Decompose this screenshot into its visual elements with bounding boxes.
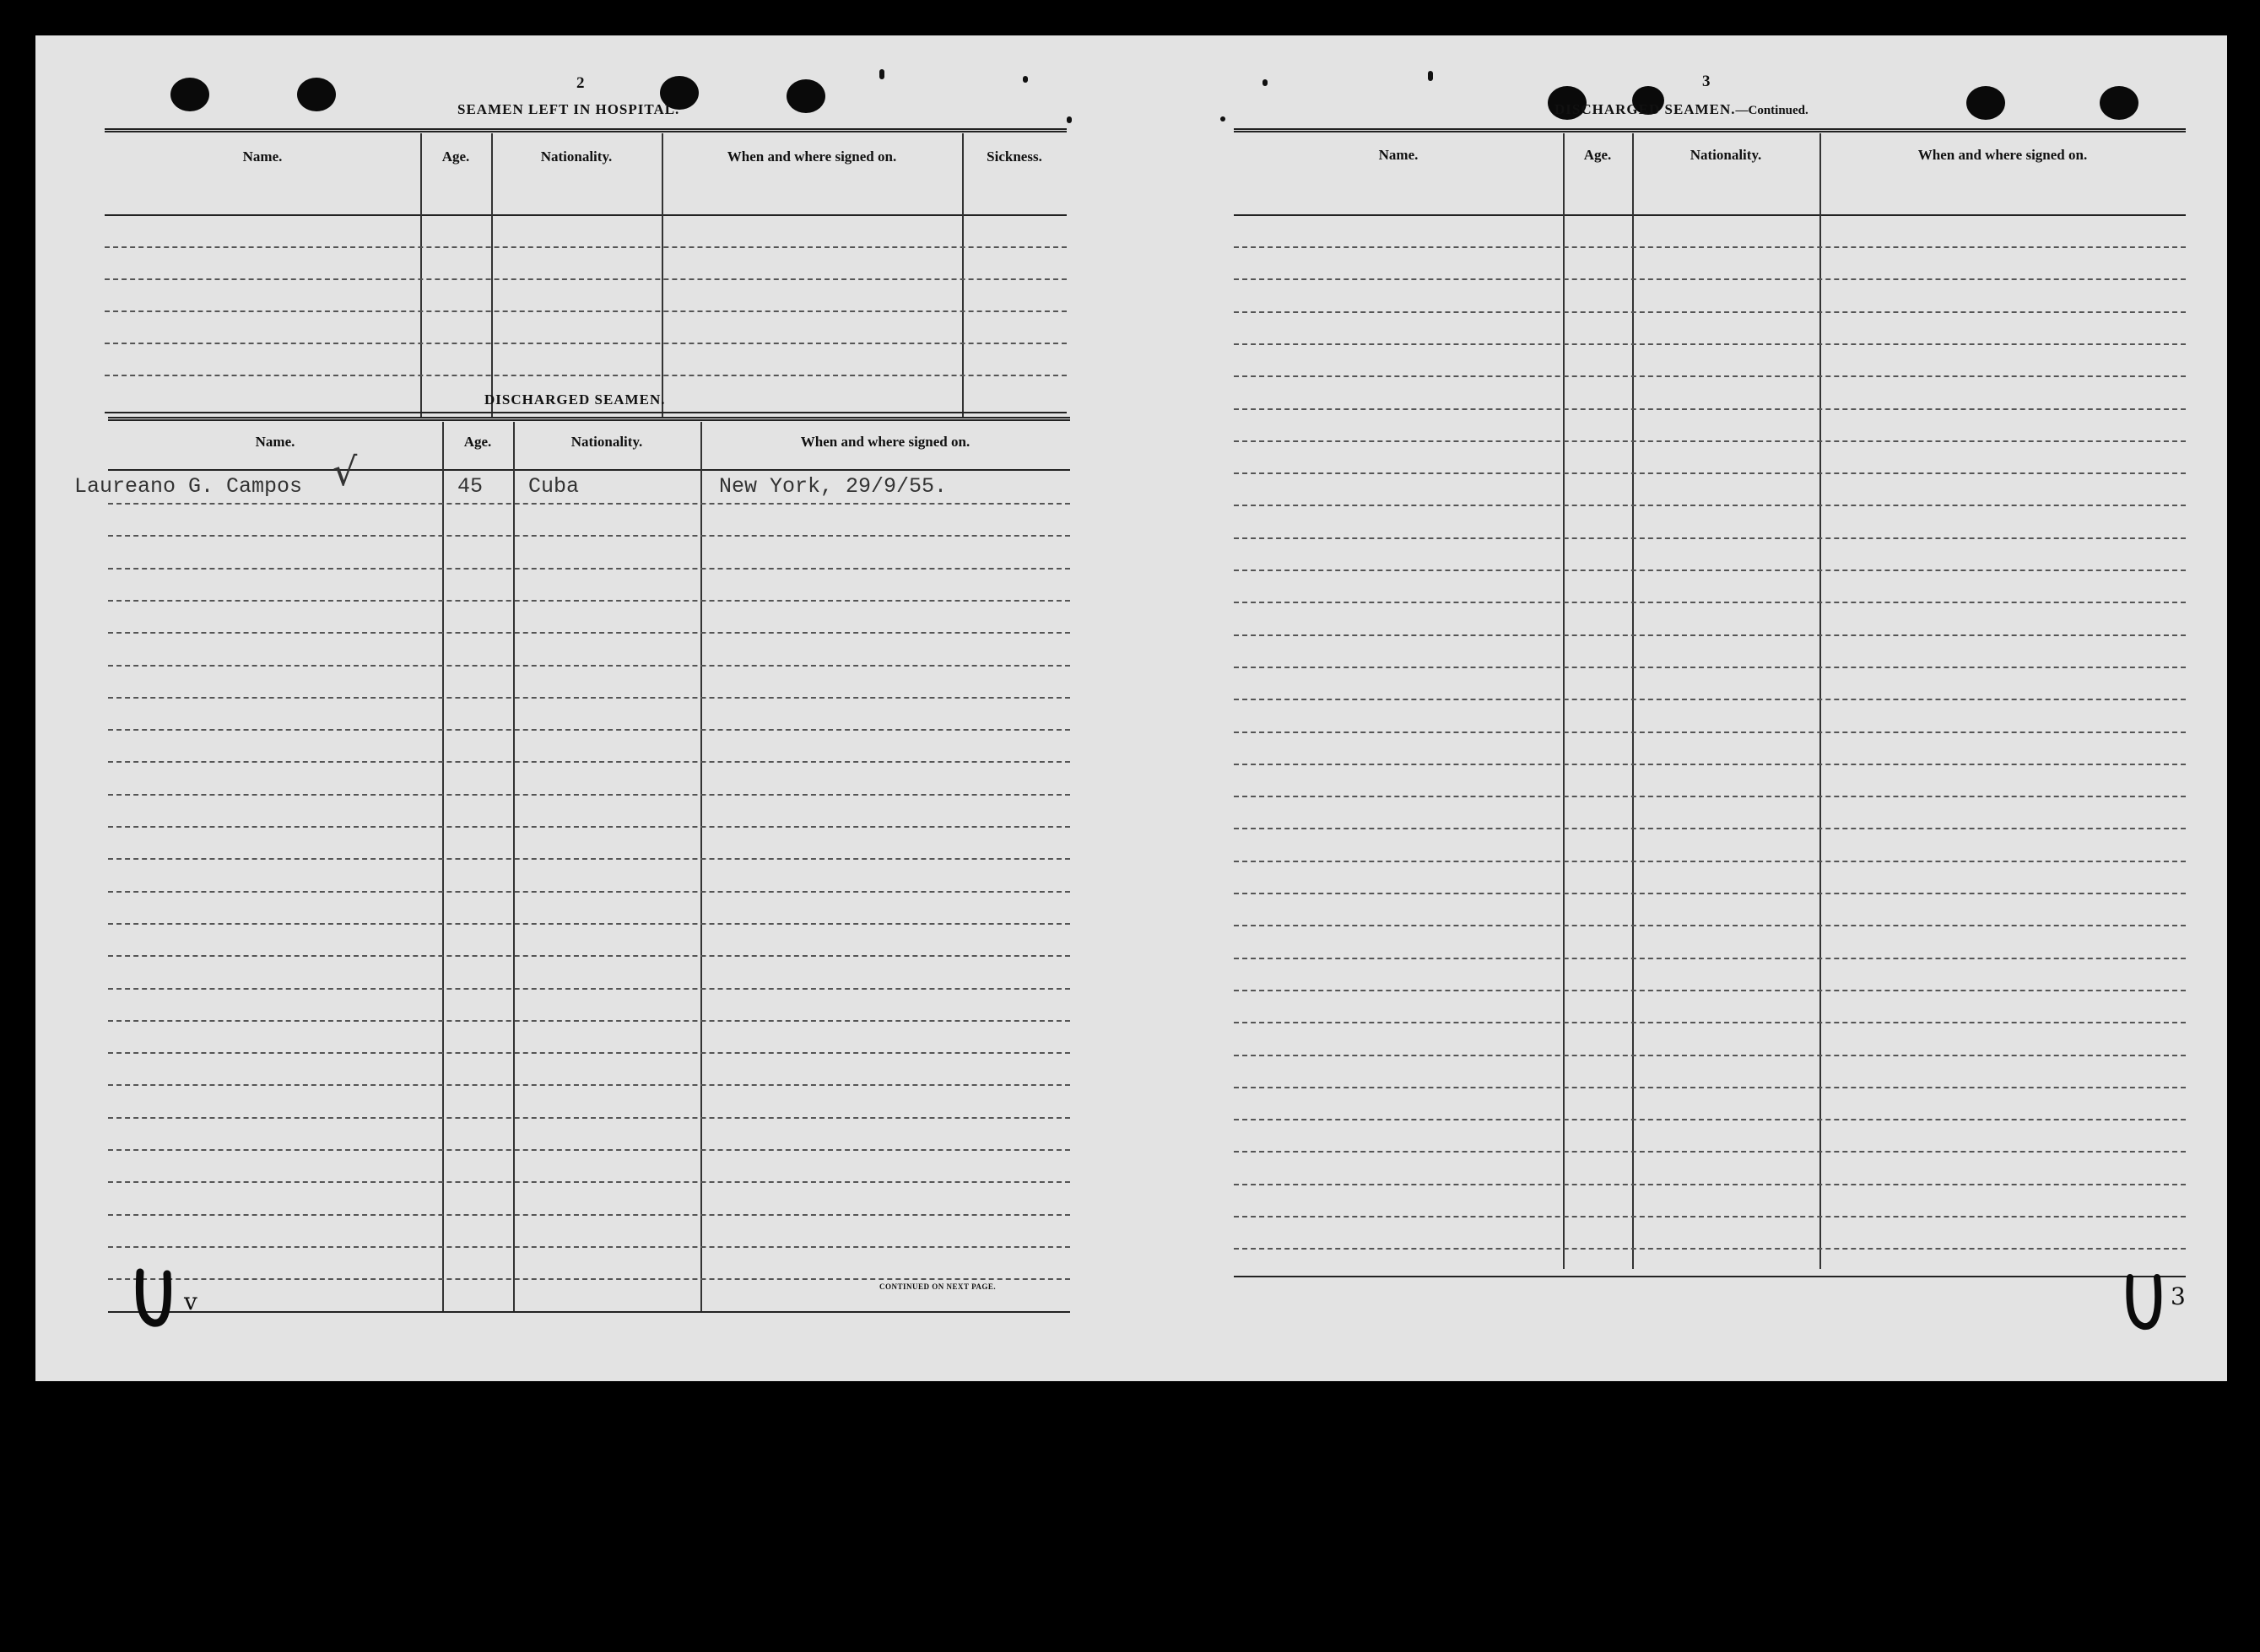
entry-line [105,310,1067,312]
entry-line [1234,537,2186,539]
entry-line [1234,375,2186,377]
header-rule [105,214,1067,216]
entry-line [108,1246,1070,1248]
entry-line [108,794,1070,796]
ink-speck [1428,71,1433,81]
discharged-table [108,417,1070,1313]
entry-line [108,1278,1070,1280]
entry-line [108,568,1070,570]
punch-hole [297,78,336,111]
entry-line [108,858,1070,860]
col-head-age: Age. [441,148,470,165]
handwritten-page-mark: 3 [2171,1282,2186,1310]
right-page [1131,35,2227,1381]
section-title [1554,101,1809,118]
column-divider [513,422,515,1311]
table-bottom-rule [105,412,1067,413]
entry-line [1234,408,2186,410]
handwritten-u-mark [2118,1274,2203,1342]
entry-line [108,1052,1070,1054]
col-head-nationality: Nationality. [570,434,643,450]
document-scan [35,35,2227,1381]
ink-speck [1067,116,1072,123]
entry-line [1234,1216,2186,1217]
col-head-signed-on: When and where signed on. [727,148,897,165]
entry-line [1234,440,2186,442]
entry-line [1234,1248,2186,1250]
table-top-rule [108,417,1070,421]
row-name-value: Laureano G. Campos [74,474,303,499]
entry-line [1234,1087,2186,1088]
entry-line [1234,570,2186,571]
discharged-section-title: DISCHARGED SEAMEN. [484,391,666,408]
entry-line [1234,1184,2186,1185]
entry-line [108,1149,1070,1151]
entry-line [1234,796,2186,797]
punch-hole [787,79,825,113]
row-signed-on-value: New York, 29/9/55. [719,474,948,499]
col-head-name: Name. [242,148,283,165]
entry-line [108,729,1070,731]
col-head-sickness: Sickness. [987,148,1042,165]
entry-line [1234,958,2186,959]
col-head-nationality: Nationality. [1690,147,1762,163]
entry-line [1234,634,2186,636]
page-number: 3 [1702,73,1711,90]
continued-note: CONTINUED ON NEXT PAGE. [879,1282,997,1291]
entry-line [108,1084,1070,1086]
col-head-nationality: Nationality. [540,148,613,165]
entry-line [108,665,1070,667]
punch-hole [2100,86,2138,120]
punch-hole [1966,86,2005,120]
entry-line [105,246,1067,248]
discharged-table-continued [1234,128,2186,1277]
ink-speck [1262,79,1268,86]
column-divider [442,422,444,1311]
entry-line [108,761,1070,763]
row-age-value: 45 [457,474,484,499]
ink-speck [1220,116,1225,121]
entry-line [108,1020,1070,1022]
entry-line [108,955,1070,957]
entry-line [108,632,1070,634]
entry-line [108,923,1070,925]
entry-line [1234,343,2186,345]
entry-line [1234,861,2186,862]
left-page [35,35,1131,1381]
entry-line [108,1181,1070,1183]
column-divider [1819,133,1821,1269]
row-nationality-value: Cuba [528,474,580,499]
entry-line [1234,893,2186,894]
entry-line [1234,990,2186,991]
hospital-section-title: SEAMEN LEFT IN HOSPITAL. [457,101,680,117]
hospital-table [105,128,1067,418]
table-top-rule [105,128,1067,132]
punch-hole [170,78,209,111]
entry-line [1234,699,2186,700]
section-title-text: DISCHARGED SEAMEN. [1554,101,1736,117]
entry-line [105,278,1067,280]
col-head-age: Age. [1583,147,1612,163]
entry-line [1234,1055,2186,1056]
table-top-rule [1234,128,2186,132]
col-head-name: Name. [1378,147,1419,163]
table-bottom-rule [1234,1276,2186,1277]
entry-line [108,600,1070,602]
col-head-signed-on: When and where signed on. [1917,147,2088,163]
entry-line [108,1117,1070,1119]
continued-label: —Continued. [1735,104,1809,117]
entry-line [108,1214,1070,1216]
entry-line [1234,505,2186,506]
entry-line [1234,246,2186,248]
entry-line [1234,1022,2186,1023]
entry-line [108,891,1070,893]
ink-speck [1023,76,1028,83]
col-head-signed-on: When and where signed on. [800,434,971,450]
entry-line [108,826,1070,828]
entry-line [1234,472,2186,474]
column-divider [1563,133,1565,1269]
entry-line [1234,311,2186,313]
entry-line [1234,278,2186,280]
entry-line [108,988,1070,990]
handwritten-u-mark [128,1267,213,1335]
entry-line [1234,828,2186,829]
col-head-age: Age. [463,434,492,450]
entry-line [1234,732,2186,733]
check-mark: √ [333,449,358,494]
entry-line [1234,602,2186,603]
ink-speck [879,69,884,79]
entry-line [108,503,1070,505]
entry-line [1234,764,2186,765]
entry-line [105,375,1067,376]
entry-line [105,343,1067,344]
entry-line [1234,1151,2186,1153]
entry-line [1234,667,2186,668]
column-divider [700,422,702,1311]
table-bottom-rule [108,1311,1070,1313]
header-rule [108,469,1070,471]
entry-line [108,535,1070,537]
handwritten-mark: v [184,1288,197,1315]
column-divider [1632,133,1634,1269]
col-head-name: Name. [255,434,295,450]
entry-line [108,697,1070,699]
entry-line [1234,925,2186,926]
header-rule [1234,214,2186,216]
entry-line [1234,1119,2186,1120]
page-number: 2 [576,74,585,92]
